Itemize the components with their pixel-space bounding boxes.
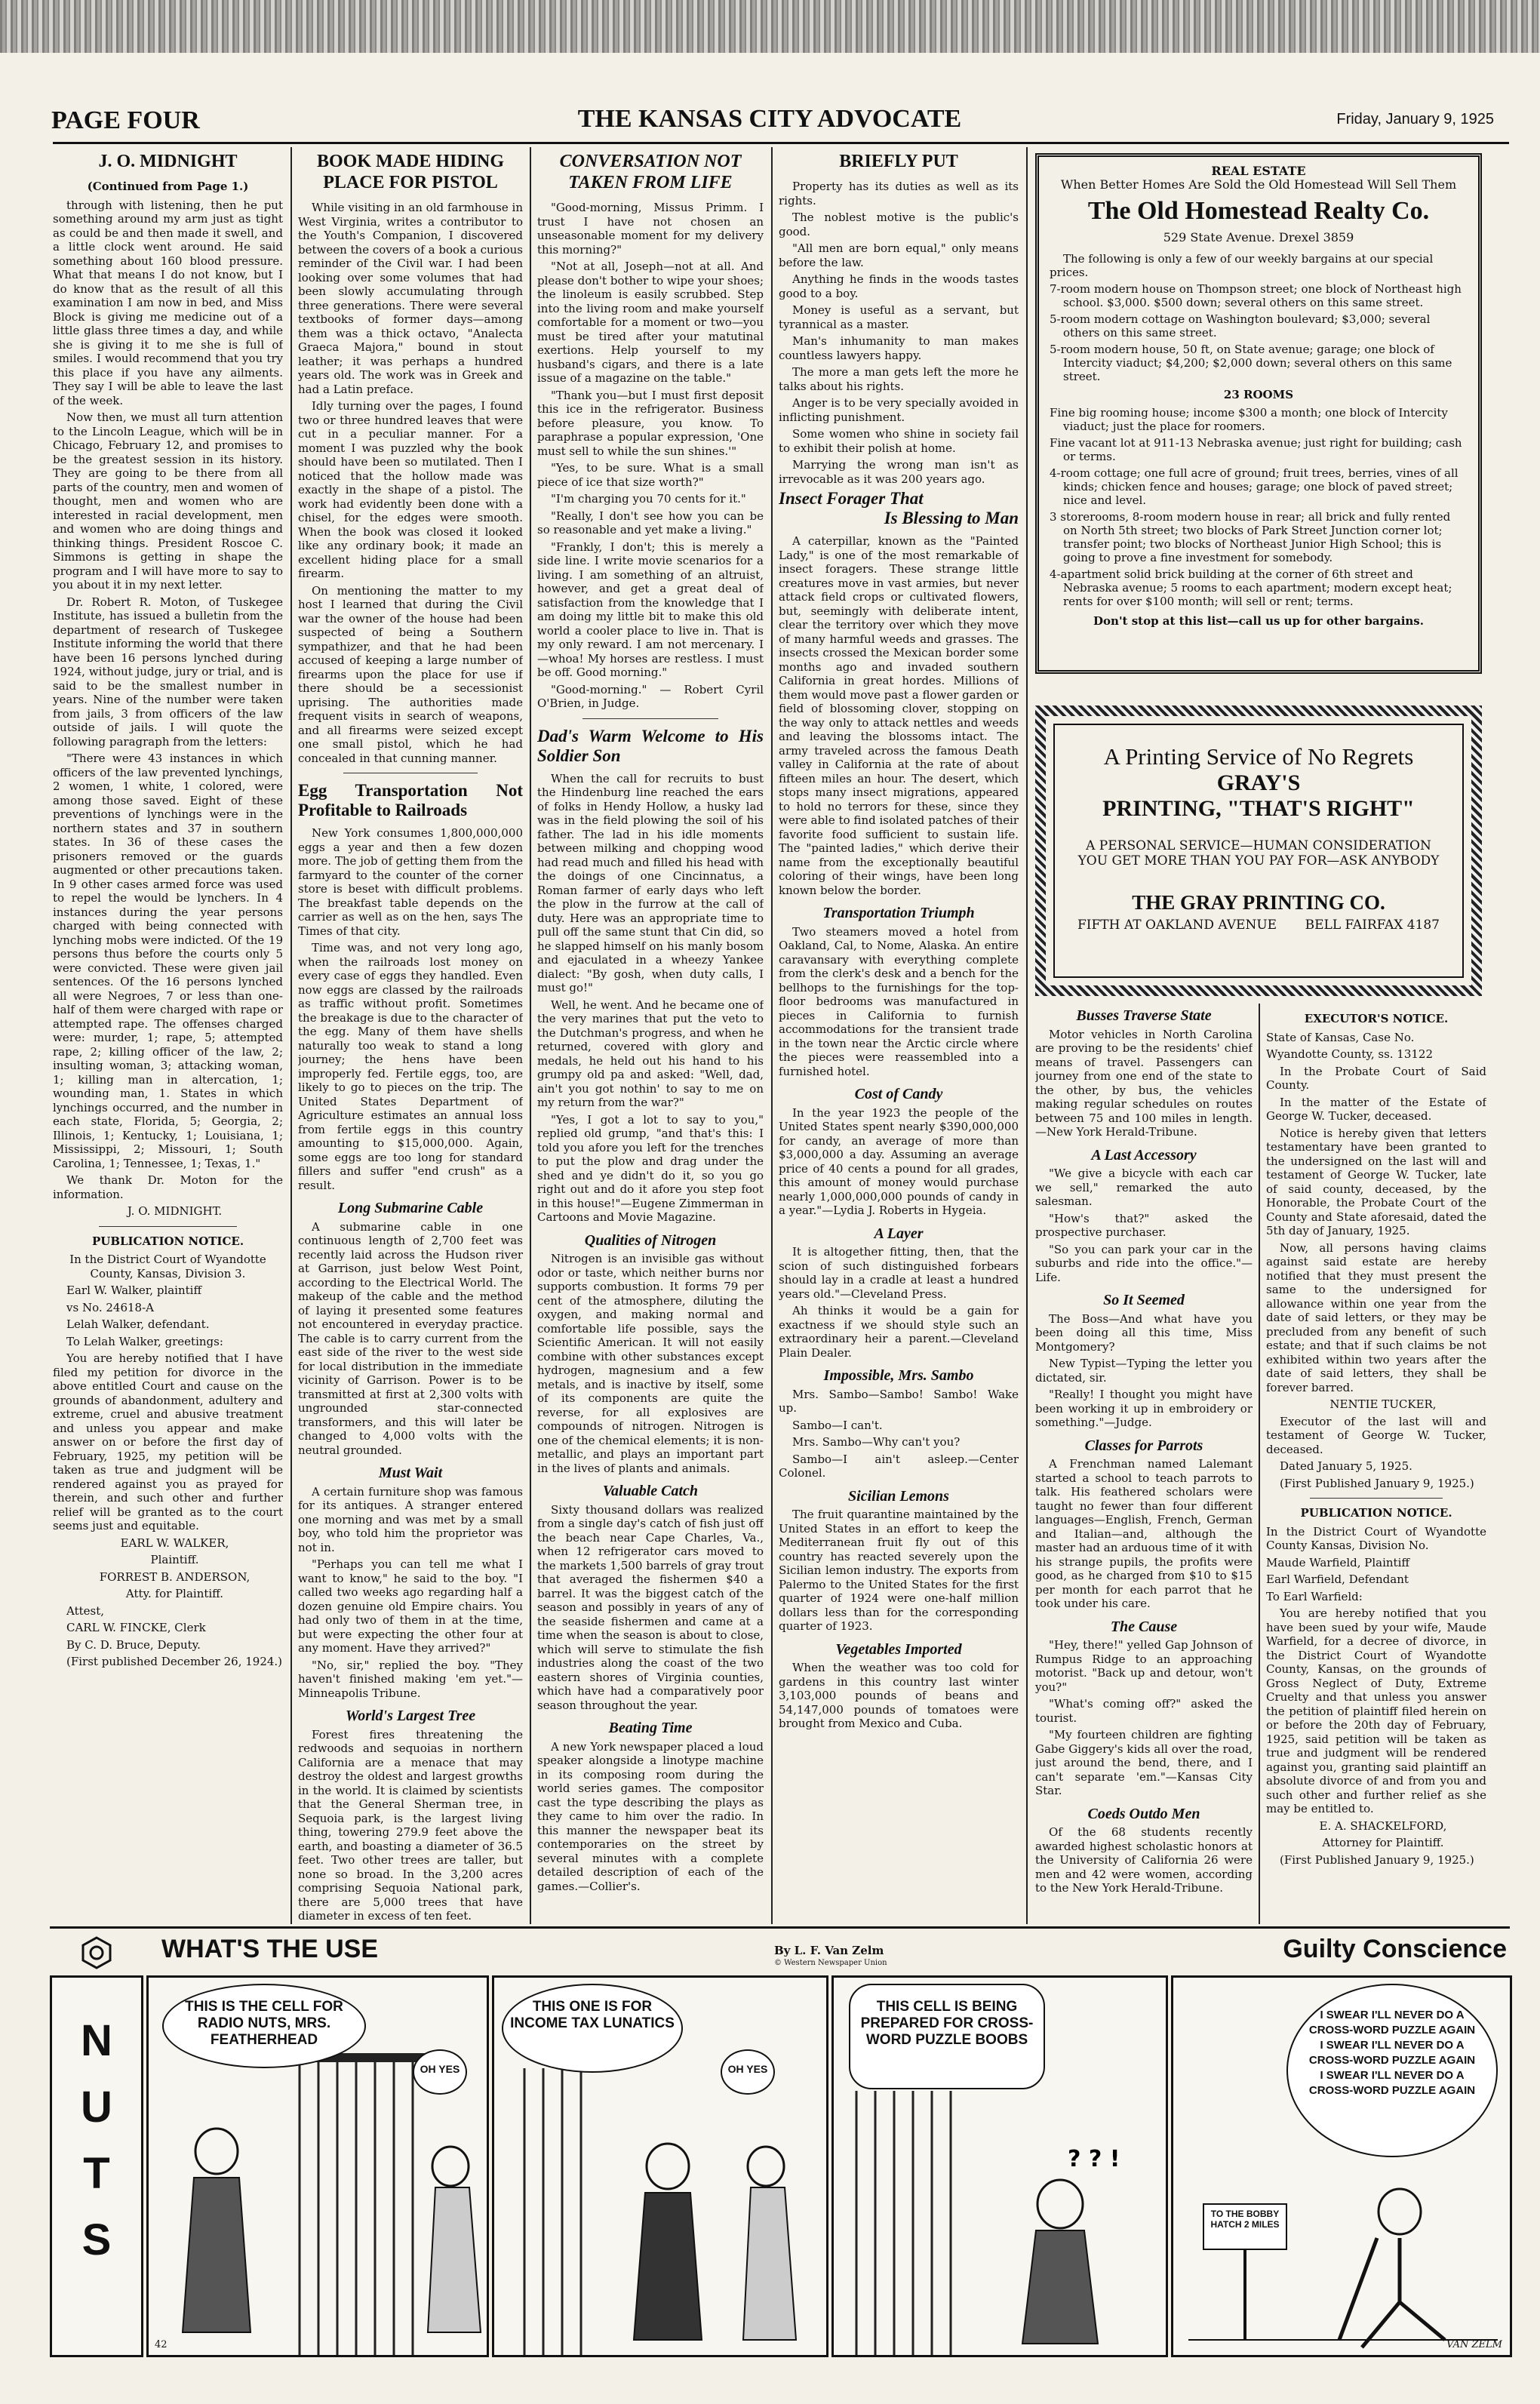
article-title: Egg Transportation Not Profitable to Railroads [298,781,523,819]
paragraph: Now, all persons having claims against said estate are hereby notified that they must present the same to the undersigned for allowance within one year from the date of said letters, or they may be precluded from any benefit of such estate; and that if such claims be not exhibited within two years after the date of said letters, they shall be forever barred. [1266,1240,1486,1394]
article-title: Sicilian Lemons [848,1487,949,1505]
paragraph: Sambo—I can't. [792,1418,883,1432]
paragraph: "What's coming off?" asked the tourist. [1035,1697,1253,1725]
ad-phone: BELL FAIRFAX 4187 [1305,918,1440,933]
notice-line: To Lelah Walker, greetings: [66,1334,223,1348]
ad-listing: Fine big rooming house; income $300 a month; one block of Intercity viaduct; just the place for roomers. [1050,406,1448,433]
paragraph: Nitrogen is an invisible gas without odor or taste, which neither burns nor supports combustion. It forms 79 per cent of the atmosphere, diluting the oxygen, and making normal and comfortable life possible, says the Scientific American. It will not easily combine with other substances except hydrogen, magnesium and a few metals, and is inactive by itself, some of its components are quite the reverse, for all explosives are compounds of nitrogen. Nitrogen is one of the chemical elements; it is non-metallic, and plays an important part in the lives of plants and animals. [537,1252,764,1475]
ad-listing: 7-room modern house on Thompson street; one block of Northeast high school. $3,000. $500 down; several others on this same street. [1050,282,1462,309]
column-divider [290,147,292,1924]
artist-signature: VAN ZELM [1446,2339,1502,2350]
ad-slogan: PRINTING, "THAT'S RIGHT" [1102,796,1415,821]
paragraph: Notice is hereby given that letters testamentary have been granted to the undersigned on the last will and testament of George W. Tucker, late of said county, deceased, by the Honorable, the Probate Court of the County and State aforesaid, dated the 5th day of January, 1925. [1266,1126,1486,1237]
paragraph: On mentioning the matter to my host I learned that during the Civil war the owner of the house had been suspected of being a Southern sympathizer, and that he had been accused of keeping a large number of firearms upon the place for use if there should be a secessionist uprising. The authorities made frequent visits in search of weapons, and all firearms were seized except one small pistol, which he had concealed in that cunning manner. [298,583,523,765]
notice-sign: NENTIE TUCKER, [1329,1397,1437,1411]
masthead [30,102,1509,140]
article-title: Transportation Triumph [822,905,975,921]
continued-note: (Continued from Page 1.) [87,180,249,193]
paragraph: "So you can park your car in the suburbs and ride into the office."—Life. [1035,1242,1253,1284]
speech-bubble: THIS ONE IS FOR INCOME TAX LUNATICS [502,1984,683,2073]
notice-sign: (First Published January 9, 1925.) [1280,1476,1474,1490]
notice-line: In the District Court of Wyandotte County Kansas, Division No. [1266,1524,1486,1552]
notice-sign: E. A. SHACKELFORD, [1319,1818,1447,1833]
ad-footer: Don't stop at this list—call us up for other bargains. [1093,614,1424,628]
paragraph: Time was, and not very long ago, when the railroads lost money on every case of eggs they handled. Even now eggs are classed by the railroads as traffic without profit. Sometimes the breakage is due to the character of the egg. Many of them have shells naturally too weak to stand a long journey; the hens have been improperly fed. Fertile eggs, too, are likely to go to pieces on the trip. The United States Department of Agriculture estimates an annual loss from fertile eggs in this country amounting to $15,000,000. Again, some eggs are too long for standard fillers and suffer "end crush" as a result. [298,941,523,1192]
torn-edge [0,0,1540,53]
brief-item: The noblest motive is the public's good. [779,211,1019,238]
ad-inner-frame [1053,724,1464,978]
column-divider [530,147,531,1924]
notice-title: EXECUTOR'S NOTICE. [1304,1012,1449,1025]
article-title: BOOK MADE HIDING PLACE FOR PISTOL [316,152,504,192]
column-1 [53,149,283,1924]
paragraph: through with listening, then he put something around my arm just as tight as could be and then made it swell, and a little clock went around. He said something about 160 blood pressure. What that means I do not know, but I do know that as the result of all this examination I am now in bed, and Miss Block is giving me medicine out of a little glass three times a day, and while she is giving it to me she is full of smiles. I would recommend that you try this place if you have any ailments. They say I will be able to leave the last of the week. [53,198,283,407]
article-title: Beating Time [608,1720,693,1736]
paragraph: "My fourteen children are fighting Gabe Giggery's kids all over the road, just around the bend, there, and I can't separate 'em."—Kansas City Star. [1035,1728,1253,1797]
ad-intro: The following is only a few of our weekly bargains at our special prices. [1050,252,1434,279]
ad-address: 529 State Avenue. Drexel 3859 [1163,230,1354,244]
notice-line: Wyandotte County, ss. 13122 [1266,1047,1434,1061]
nuts-letter: N [81,2016,112,2065]
article-title: Cost of Candy [854,1086,943,1102]
comic-title: WHAT'S THE USE [161,1935,379,1963]
article-title: A Last Accessory [1091,1146,1197,1164]
paragraph: A caterpillar, known as the "Painted Lady," is one of the most remarkable of insect foragers. These strange little creatures move in vast armies, but never attack field crops or cultivated flowers, but, seemingly with deliberate intent, clear the territory over which they move of many harmful weeds and grasses. The insects crossed the Mexican border some months ago and invaded southern California in great hordes. Millions of them would move past a flower garden or field of blossoming clover, stopping on the way only to attack nettles and weeds and leaving the blossoms intact. The army traveled across the famous Death valley in California at the rate of about fifteen miles an hour. The desert, which stops many insect migrations, appeared to hold no terrors for these, since they were able to find isolated patches of their favorite food sufficient to sustain life. The "painted ladies," which derive their name from the exceptionally beautiful coloring of their wings, have been long known below the border. [779,534,1019,897]
paragraph: "We give a bicycle with each car we sell," remarked the auto salesman. [1035,1167,1253,1208]
ad-company-name: THE GRAY PRINTING CO. [1132,891,1385,914]
ad-line: A PERSONAL SERVICE—HUMAN CONSIDERATION [1086,838,1431,853]
brief-item: "All men are born equal," only means before the law. [779,241,1019,269]
notice-sign: Dated January 5, 1925. [1280,1459,1412,1473]
paragraph: In the year 1923 the people of the United States spent nearly $390,000,000 for candy, an average of more than $3,000,000 a day. Assuming an average price of 40 cents a pound for all grades, this amount of money would purchase nearly 1,000,000,000 pounds of candy in a year."—Lydia J. Roberts in Hygeia. [779,1105,1019,1217]
article-title: Qualities of Nitrogen [584,1231,717,1249]
ad-subheading: 23 ROOMS [1223,388,1294,401]
notice-line: To Earl Warfield: [1266,1589,1363,1603]
brief-item: Anger is to be very specially avoided in inflicting punishment. [779,396,1019,424]
article-title: Valuable Catch [602,1483,699,1499]
paragraph: The fruit quarantine maintained by the United States in an effort to keep the Mediterranean fruit fly out of this country has reacted severely upon the Sicilian lemon industry. The exports from Palermo to the United States for the first quarter of 1924 were one-half million dollars less than for the corresponding quarter of 1923. [779,1508,1019,1633]
newspaper-title: THE KANSAS CITY ADVOCATE [577,105,962,133]
column-divider [771,147,773,1924]
comic-panel-1 [146,1975,489,2357]
paragraph: When the call for recruits to bust the Hindenburg line reached the ears of folks in Hendy Hollow, a husky lad was in the field plowing the soil of his father. The lad in his idle moments between milking and chopping wood had read much and filled his head with the doings of one Cincinnatus, a Roman farmer of early days who left the plow in the furrow at the call of duty. Here was an appropriate time to pull off the same stunt that Cin did, so he slapped himself on his manly bosom and ejaculated in a wheezy Yankee dialect: "By gosh, when duty calls, I must go!" [537,771,764,994]
nuts-letter: S [81,2215,112,2264]
article-title: Must Wait [378,1465,443,1481]
column-6 [1266,1007,1486,1924]
paragraph: Mrs. Sambo—Why can't you? [792,1435,961,1449]
article-title: Long Submarine Cable [337,1200,484,1216]
comic-strip [50,1933,1510,2367]
comic-rule [50,1926,1510,1929]
paragraph: In the matter of the Estate of George W. Tucker, deceased. [1266,1095,1486,1123]
paragraph: New Typist—Typing the letter you dictated, sir. [1035,1357,1253,1385]
paragraph: While visiting in an old farmhouse in West Virginia, writes a contributor to the Youth's Companion, I discovered between the covers of a book a curious reminder of the Civil war. I had been looking over some volumes that had been slowly accumulating through three generations. There were several textbooks of former days—among them was a thick octavo, "Analecta Graeca Majora," bound in stout leather; it was perhaps a hundred years old. The work was in Greek and had a Latin preface. [298,201,523,396]
brief-item: Marrying the wrong man isn't as irrevocable as it was 200 years ago. [779,458,1019,486]
column-divider [1026,147,1028,1924]
paragraph: "Frankly, I don't; this is merely a side line. I write movie scenarios for a living. I am something of an altruist, however, and get a great deal of satisfaction from the knowledge that I am doing my little bit to make this old world a cooler place to live in. That is my only reward. I am not mercenary. I—whoa! My horses are restless. I must be off. Good morning." [537,540,764,679]
ad-listing: 4-apartment solid brick building at the corner of 6th street and Nebraska avenue; 5 rooms to each apartment; modern except heat; rents for over $100 month; will sell or rent; terms. [1050,567,1452,608]
ad-heading: A Printing Service of No Regrets [1103,743,1414,770]
paragraph: Sixty thousand dollars was realized from a single day's catch of fish just off the beach near Cape Charles, Va., when 12 refrigerator cars moved to the markets 1,500 barrels of gray trout that averaged the fishermen $40 a barrel. It was the biggest catch of the season and possibly in years of any of the seaside fishermen and came at a time when the season is about to close, which will serve to stimulate the fish industries along the coast of the two eastern shores of Virginia counties, which have had a comparatively poor season throughout the year. [537,1502,764,1712]
paragraph: "Thank you—but I must first deposit this ice in the refrigerator. Business before pleasure, you know. To paraphrase a popular expression, 'One must sell to while the sun shines.'" [537,388,764,458]
paragraph: It is altogether fitting, then, that the scion of such distinguished forbears should lay in a cradle at least a hundred years old."—Cleveland Press. [779,1245,1019,1301]
notice-sign: CARL W. FINCKE, Clerk [66,1621,206,1634]
paragraph: Motor vehicles in North Carolina are proving to be the residents' chief means of travel. Passengers can journey from one end of the state to the other, by bus, the vehicles making regular schedules on routes between 75 and 100 miles in length.—New York Herald-Tribune. [1035,1027,1253,1139]
ad-slogan: When Better Homes Are Sold the Old Homestead Will Sell Them [1060,177,1457,192]
article-title: Vegetables Imported [835,1640,962,1658]
paragraph: "Good-morning, Missus Primm. I trust I have not chosen an unseasonable moment for my delivery this morning?" [537,201,764,257]
column-3 [537,149,764,1924]
nuts-letter: U [81,2083,112,2132]
paragraph: When the weather was too cold for gardens in this country last winter 3,103,000 pounds of beans and 54,147,000 pounds of tomatoes were brought from Mexico and Cuba. [779,1661,1019,1730]
notice-sign: Executor of the last will and testament of George W. Tucker, deceased. [1266,1414,1486,1456]
notice-line: vs No. 24618-A [66,1300,154,1314]
notice-line: State of Kansas, Case No. [1266,1030,1415,1044]
speech-bubble: OH YES [721,2049,775,2095]
column-divider [1259,1004,1260,1924]
article-title: Impossible, Mrs. Sambo [823,1367,974,1384]
notice-line: Maude Warfield, Plaintiff [1266,1555,1410,1569]
speech-bubble: I SWEAR I'LL NEVER DO A CROSS-WORD PUZZLE AGAIN I SWEAR I'LL NEVER DO A CROSS-WORD PUZZLE AGAIN I SWEAR I'LL NEVER DO A CROSS-WORD PUZZLE AGAIN [1286,1984,1498,2157]
road-sign: TO THE BOBBY HATCH 2 MILES [1210,2209,1280,2230]
speech-bubble: OH YES [413,2049,467,2095]
article-title: J. O. MIDNIGHT [98,152,238,171]
notice-sign: By C. D. Bruce, Deputy. [66,1637,201,1652]
brief-item: The more a man gets left the more he talks about his rights. [779,365,1019,393]
paragraph: "Perhaps you can tell me what I want to know," he said to the boy. "I called two weeks ago regarding half a dozen genuine old Empire chairs. You had only two of them in at the time, but were expecting the other four at any moment. Have they arrived?" [298,1557,523,1655]
comic-syndicate: © Western Newspaper Union [774,1959,887,1967]
paragraph: A new York newspaper placed a loud speaker alongside a linotype machine in its composing room during the world series games. The compositor cast the type describing the plays as they came to him over the radio. In this manner the newspaper beat its contemporaries on the street by several minutes with a complete detailed description of each of the games.—Collier's. [537,1739,764,1893]
paragraph: "There were 43 instances in which officers of the law prevented lynchings, 2 women, 1 white, 1 colored, were among those saved. Eight of these preventions of lynchings were in the northern states and 37 in southern states. In 36 of these cases the prisoners removed or the guards augmented or other precautions taken. In 9 other cases armed force was used to repel the would be lynchers. In 4 instances during the year persons charged with being connected with lynching mobs were indicted. Of the 19 persons thus before the courts only 5 were convicted. These were given jail sentences. Of the 16 persons lynched all were Negroes, 7 or less than one-half of them were charged with rape or attempted rape. The offenses charged were: murder, 1; rape, 5; attempted rape, 2; killing officer of the law, 2; insulting woman, 3; attacking woman, 1; killing man in altercation, 1; wounding man, 1. States in which lynchings occurred, and the number in each state, Florida, 5; Georgia, 2; Illinois, 1; Kentucky, 1; Louisiana, 1; Mississippi, 2; Missouri, 1; South Carolina, 1; Tennessee, 1; Texas, 1." [53,752,283,1170]
ad-company-name: The Old Homestead Realty Co. [1087,197,1430,225]
paragraph: "How's that?" asked the prospective purchaser. [1035,1211,1253,1239]
brief-item: Some women who shine in society fail to exhibit their polish at home. [779,427,1019,455]
ad-listing: 4-room cottage; one full acre of ground; fruit trees, berries, vines of all kinds; chicken fence and houses; garage; one block of paved street; nice and level. [1050,466,1459,507]
paragraph: "Yes, I got a lot to say to you," replied old grump, "and that's this: I told you afore you left for the trenches to put the plow and drag under the shed and ye didn't do it, so you go right out and do it afore you step foot in this house!"—Eugene Zimmerman in Cartoons and Movie Magazine. [537,1112,764,1224]
ad-listing: 3 storerooms, 8-room modern house in rear; all brick and fully rented on North 5th street; two blocks of Park Street Junction corner lot; transfer point; two blocks of Northeast Junior High School; this is going to prove a fine investment for somebody. [1050,510,1451,564]
panel-number: 42 [155,2339,168,2350]
article-title: CONVERSATION NOT TAKEN FROM LIFE [559,152,742,192]
page-number: PAGE FOUR [51,106,200,134]
paragraph: You are hereby notified that you have been sued by your wife, Maude Warfield, for a decree of divorce, in the District Court of Wyandotte County, Kansas, on the grounds of Gross Neglect of Duty, Extreme Cruelty and that unless you answer the petition of plaintiff filed herein on or before the 20th day of February, 1925, said petition will be taken as true and judgment will be rendered against you, granting said plaintiff an absolute divorce of and from you and such other and further relief as she may be entitled to. [1266,1606,1486,1815]
paragraph: Of the 68 students recently awarded highest scholastic honors at the University of California 26 were men and 42 were women, according to the New York Herald-Tribune. [1035,1825,1253,1895]
article-title: Dad's Warm Welcome to His Soldier Son [537,726,764,765]
speech-bubble: THIS IS THE CELL FOR RADIO NUTS, MRS. FEATHERHEAD [162,1984,366,2068]
article-title: BRIEFLY PUT [839,152,958,171]
printing-advertisement [1035,706,1482,996]
paragraph: Two steamers moved a hotel from Oakland, Cal, to Nome, Alaska. An entire caravansary with everything complete from the clerk's desk and a bench for the bellhops to the furnishings for the top-floor bedrooms was manufactured in pieces in California to furnish accommodations for the transient trade in the town near the Arctic circle where the pieces were reassembled into a furnished hotel. [779,924,1019,1078]
notice-line: In the Probate Court of Said County. [1266,1064,1486,1092]
separator [582,718,718,719]
notice-body: You are hereby notified that I have filed my petition for divorce in the above entitled Court and cause on the grounds of abandonment, adultery and extreme, cruel and abusive treatment and unless you appear and make answer on or before the first day of February, 1925, my petition will be taken as true and judgment will be rendered against you as prayed for therein, and such other and further relief will be granted as to the court seems just and equitable. [53,1351,283,1532]
paragraph: We thank Dr. Moton for the information. [53,1173,283,1201]
issue-date: Friday, January 9, 1925 [1336,111,1494,128]
article-title: Classes for Parrots [1084,1437,1203,1454]
comic-byline: By L. F. Van Zelm [774,1944,884,1957]
article-title: Busses Traverse State [1076,1007,1212,1024]
ad-listing: Fine vacant lot at 911-13 Nebraska avenue; just right for building; cash or terms. [1050,436,1462,463]
ad-company: GRAY'S [1216,770,1301,795]
notice-title: PUBLICATION NOTICE. [1300,1506,1452,1520]
notice-sign: Plaintiff. [150,1553,199,1566]
paragraph: Idly turning over the pages, I found two or three hundred leaves that were cut in a peculiar manner. For a moment I was puzzled why the book should have been so mutilated. Then I noticed that the hollow made was exactly in the shape of a pistol. The work had evidently been done with a chisel, for the edges were smooth. When the book was closed it looked like any ordinary book; it made an excellent hiding place for a small firearm. [298,399,523,580]
paragraph: Mrs. Sambo—Sambo! Sambo! Wake up. [779,1387,1019,1415]
paragraph: "Hey, there!" yelled Gap Johnson of Rumpus Ridge to an approaching motorist. "Back up and detour, won't you?" [1035,1638,1253,1694]
comic-panel-3 [831,1975,1168,2357]
notice-court: In the District Court of Wyandotte County, Kansas, Division 3. [69,1253,266,1280]
realty-advertisement [1035,153,1482,674]
hex-nut-icon [80,1936,113,1969]
speech-bubble: THIS CELL IS BEING PREPARED FOR CROSS-WORD PUZZLE BOOBS [849,1984,1045,2089]
paragraph: "Not at all, Joseph—not at all. And please don't bother to wipe your shoes; the linoleum is easily scrubbed. Step into the living room and make yourself comfortable for a moment or two—you must be tired after your matutinal exertions. Help yourself to my husband's cigars, and there is a late issue of a magazine on the table." [537,260,764,385]
paragraph: "I'm charging you 70 cents for it." [551,492,746,506]
brief-item: Anything he finds in the woods tastes good to a boy. [779,272,1019,300]
notice-sign: Atty. for Plaintiff. [125,1587,224,1600]
separator [99,1226,237,1227]
column-2 [298,149,523,1924]
column-4 [779,149,1019,1924]
paragraph: Well, he went. And he became one of the very marines that put the veto to the Dutchman's progress, and when he returned, covered with glory and medals, he held out his hand to his grumpy old pa and asked: "Well, dad, ain't you got nothin' to say to me on my return from the war?" [537,998,764,1109]
paragraph: Forest fires threatening the redwoods and sequoias in northern California are a menace that may destroy the oldest and largest growths in the world. It is claimed by scientists that the General Sherman tree, in Sequoia park, is the largest living thing, towering 279.9 feet above the earth, and boasting a diameter of 36.5 feet. Two other trees are taller, but none so broad. In the 3,200 acres comprising Sequoia National park, there are 5,000 trees that have diameter in excess of ten feet. [298,1727,523,1923]
column-5 [1035,1007,1253,1924]
notice-sign: FORREST B. ANDERSON, [99,1569,251,1584]
notice-sign: Attorney for Plaintiff. [1322,1836,1444,1849]
notice-line: Lelah Walker, defendant. [66,1317,210,1331]
paragraph: Ah thinks it would be a gain for exactness if we should style such an extraordinary heir a parent.—Cleveland Plain Dealer. [779,1304,1019,1360]
notice-title: PUBLICATION NOTICE. [91,1234,244,1248]
notice-sign: Attest, [66,1603,104,1618]
notice-sign: EARL W. WALKER, [120,1536,229,1550]
paragraph: Sambo—I ain't asleep.—Center Colonel. [779,1452,1019,1480]
separator [1310,1498,1442,1499]
notice-line: Earl Warfield, Defendant [1266,1572,1409,1586]
brief-item: Money is useful as a servant, but tyrannical as a master. [779,303,1019,331]
nuts-sidebar [50,1975,143,2357]
nuts-letter: T [83,2149,110,2198]
comic-panel-2 [492,1975,828,2357]
comic-header [50,1933,1510,1972]
signature: J. O. MIDNIGHT. [127,1204,223,1218]
notice-sign: (First Published January 9, 1925.) [1280,1852,1474,1867]
article-title: World's Largest Tree [345,1708,476,1724]
paragraph: "Really! I thought you might have been working it up in embroidery or something."—Judge. [1035,1388,1253,1429]
brief-item: Property has its duties as well as its rights. [779,180,1019,208]
paragraph: A certain furniture shop was famous for its antiques. A stranger entered one morning and was met by a small boy, who told him the proprietor was not in. [298,1484,523,1554]
notice-sign: (First published December 26, 1924.) [66,1655,283,1668]
masthead-rule [53,142,1509,144]
svg-text:? ? !: ? ? ! [1068,2146,1120,2172]
notice-line: Earl W. Walker, plaintiff [66,1283,202,1297]
article-title: The Cause [1110,1618,1178,1635]
paragraph: Dr. Robert R. Moton, of Tuskegee Institute, has issued a bulletin from the department of research of Tuskegee Institute informing the world that there have been 16 persons lynched during 1924, without judge, jury or trial, and is said to be the smallest number in years. Nine of the number were taken from jails, 3 from officers of the law outside of jails. I will quote the following paragraph from the letters: [53,595,283,749]
article-title: Insect Forager That [779,489,924,508]
paragraph: "No, sir," replied the boy. "They haven't finished making 'em yet."—Minneapolis Tribune. [298,1658,523,1700]
paragraph: A Frenchman named Lalemant started a school to teach parrots to talk. His feathered scholars were taught no fewer than four different languages—English, French, German and Italian—and, although the master had an arduous time of it with his strange pupils, the profits were good, as he charged from $10 to $15 per month for each parrot that he took under his care. [1035,1457,1253,1610]
ad-listing: 5-room modern house, 50 ft, on State avenue; garage; one block of Intercity viaduct; $4,200; $2,000 down; several others on this same street. [1050,343,1452,383]
paragraph: "Really, I don't see how you can be so reasonable and yet make a living." [537,509,764,536]
paragraph: The Boss—And what have you been doing all this time, Miss Montgomery? [1035,1311,1253,1354]
brief-item: Man's inhumanity to man makes countless lawyers happy. [779,334,1019,362]
ad-contact [1055,915,1462,933]
paragraph: "Yes, to be sure. What is a small piece of ice that size worth?" [537,461,764,489]
comic-panel-4 [1171,1975,1512,2357]
article-title: So It Seemed [1103,1292,1185,1308]
paragraph: "Good-morning." — Robert Cyril O'Brien, in Judge. [537,682,764,710]
ad-line: YOU GET MORE THAN YOU PAY FOR—ASK ANYBODY [1077,853,1440,868]
paragraph: New York consumes 1,800,000,000 eggs a year and then a few dozen more. The job of getting them from the farmyard to the counter of the corner store is beset with difficult problems. The breakfast table depends on the carrier as well as on the hen, says The Times of that city. [298,826,523,938]
ad-heading: REAL ESTATE [1211,164,1306,178]
paragraph: Now then, we must all turn attention to the Lincoln League, which will be in Chicago, February 12, and promises to be the greatest session in its history. They are going to be there from all parts of the country, men and women of thought, men and women who are interested in racial development, men and women who are doing things and thinking things. President Roscoe C. Simmons is getting in shape the program and I will have more to say to you about it in my next letter. [53,410,283,592]
comic-title-right: Guilty Conscience [1283,1935,1507,1963]
article-title: A Layer [874,1225,924,1242]
paragraph: A submarine cable in one continuous length of 2,700 feet was recently laid across the Hudson river at Garrison, just below West Point, according to the Electrical World. The makeup of the cable and the method of laying it presented some features not encountered in everyday practice. The cable is to carry current from the east side of the river to the west side for local distribution in the immediate vicinity of Garrison. Power is to be transmitted at first at 2,300 volts with ungrounded star-connected transformers, and this will later be changed to 4,000 volts with the neutral grounded. [298,1219,523,1457]
article-title: Is Blessing to Man [884,509,1019,527]
article-title: Coeds Outdo Men [1087,1805,1200,1822]
ad-address: FIFTH AT OAKLAND AVENUE [1077,918,1277,933]
ad-listing: 5-room modern cottage on Washington boulevard; $3,000; several others on this same street. [1050,312,1431,340]
